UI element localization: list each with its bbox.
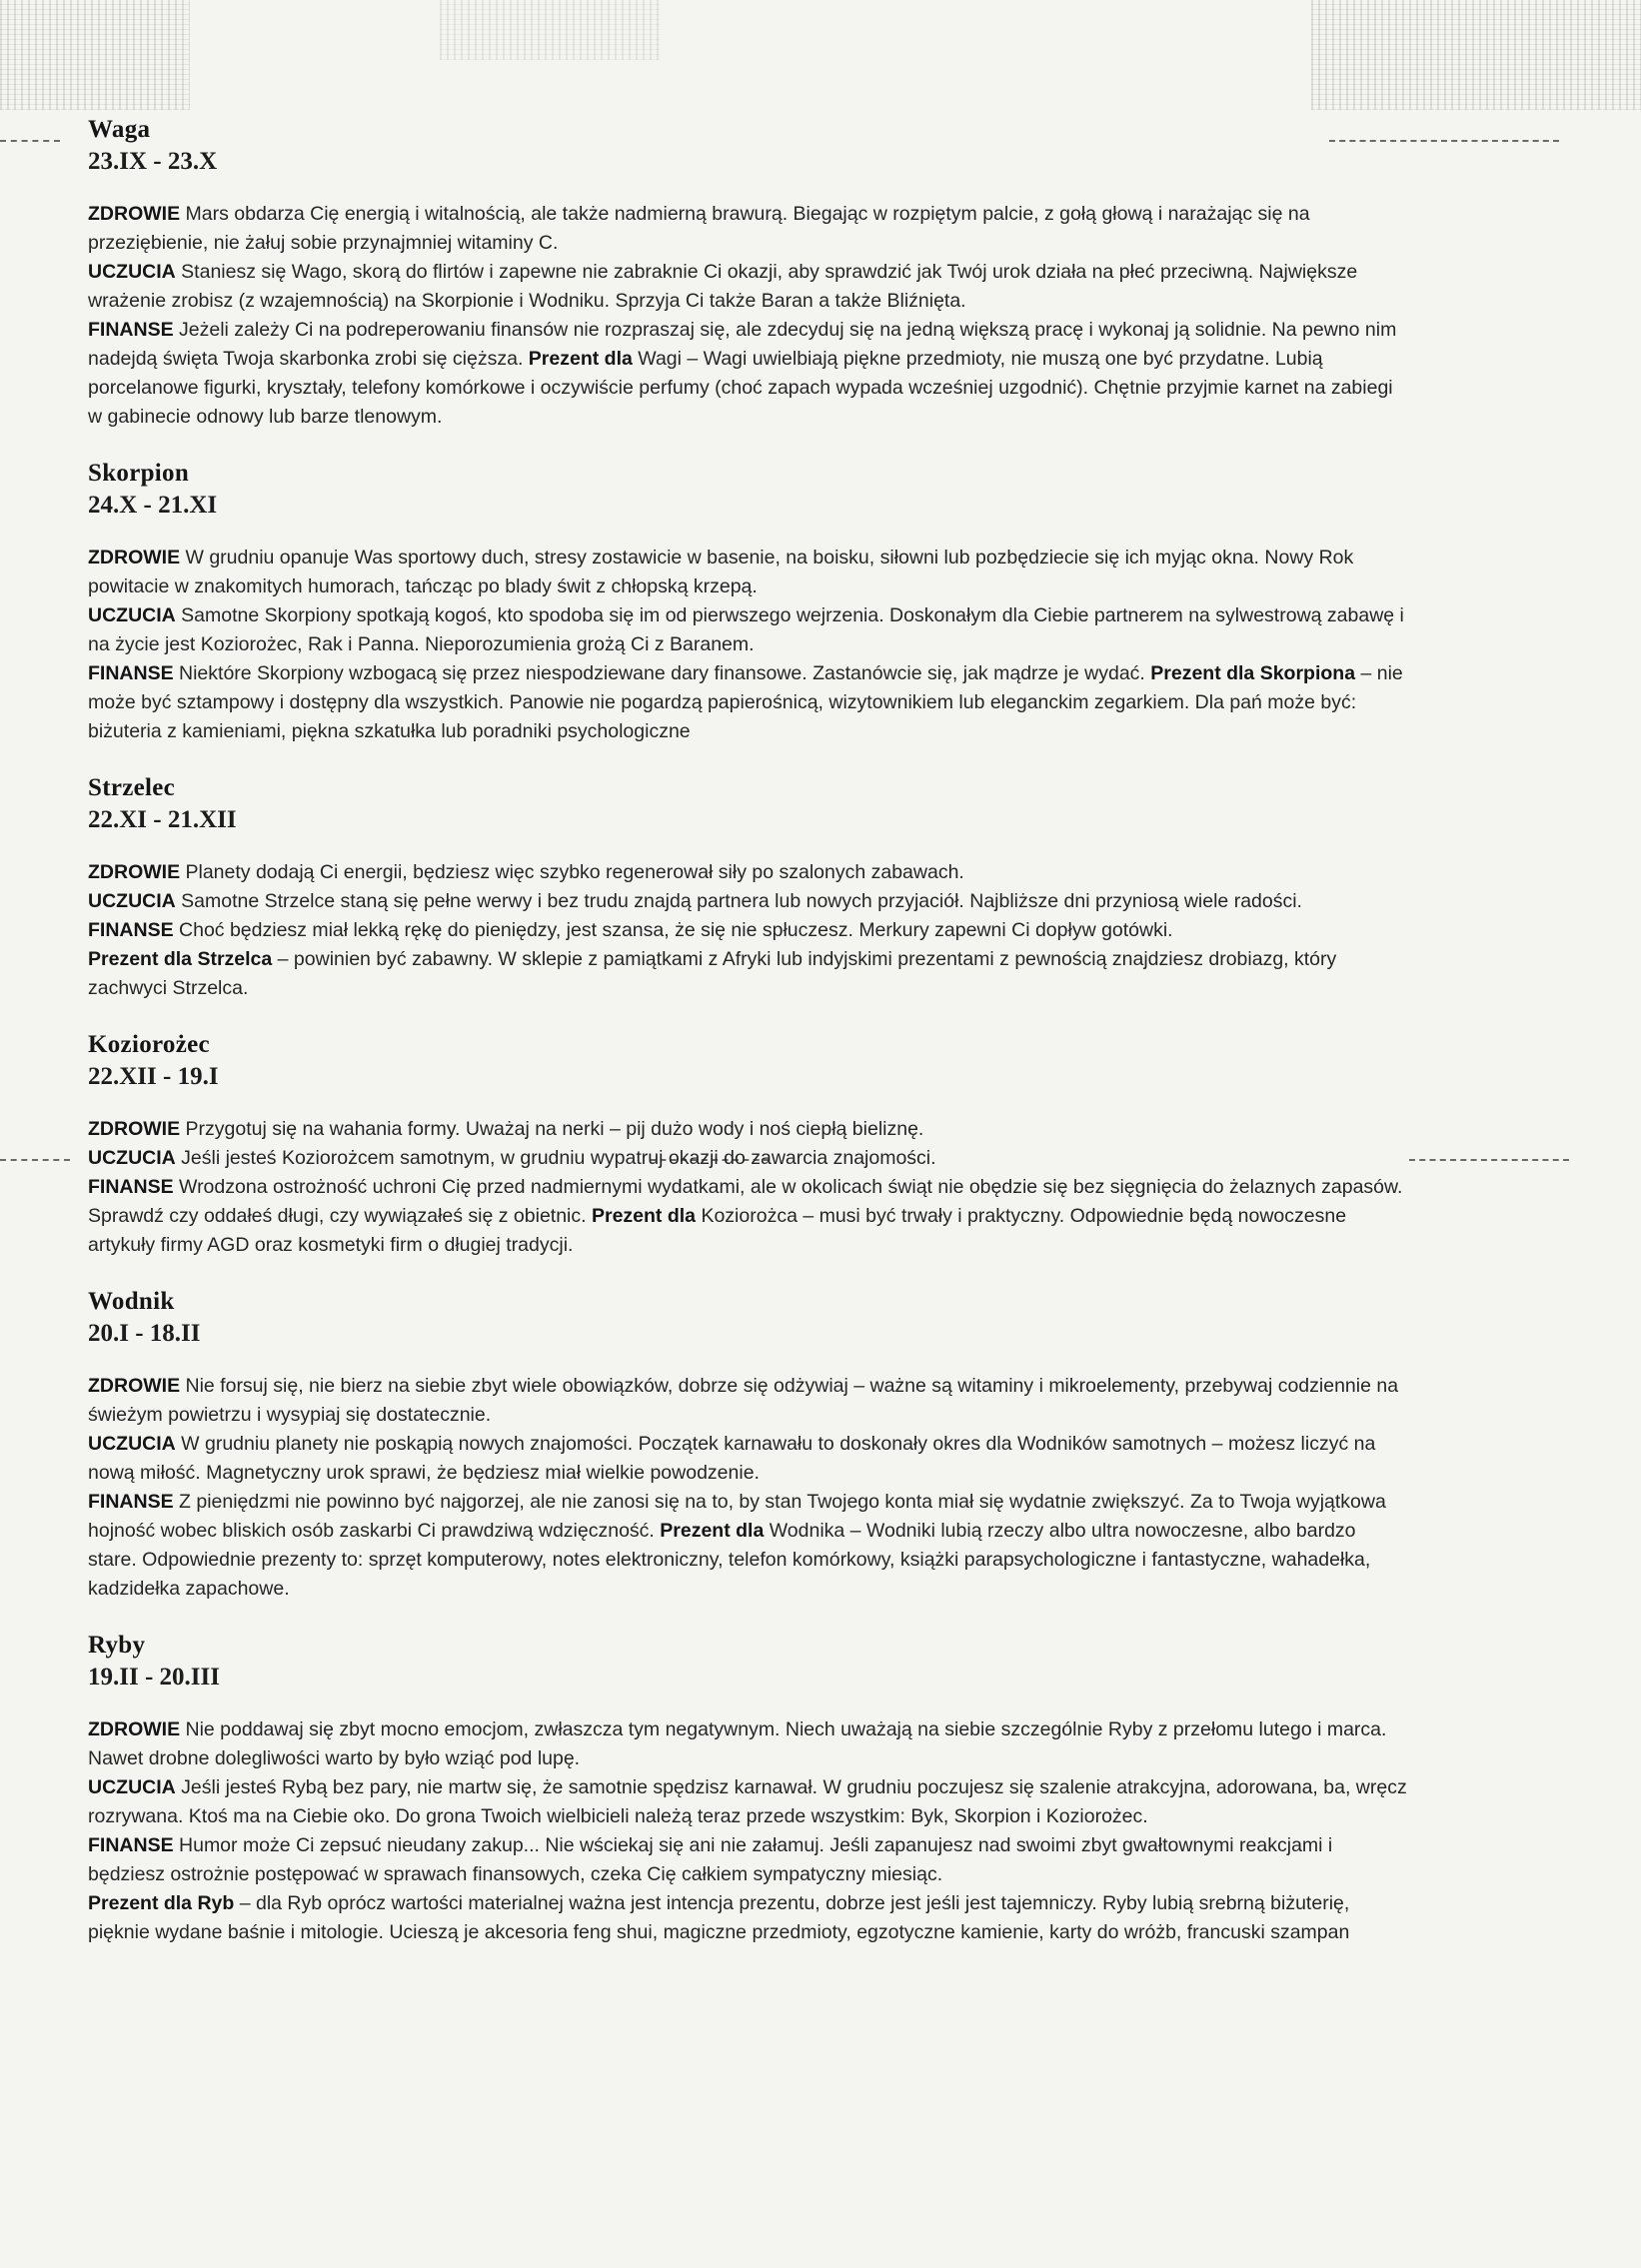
- sign-name: Waga: [88, 116, 151, 143]
- zodiac-section: [88, 1286, 1407, 1604]
- horoscope-paragraph: [88, 1115, 1407, 1144]
- scan-line-top-left: [0, 140, 60, 142]
- horoscope-paragraph: [88, 858, 1407, 887]
- gift-text: Wagi – Wagi uwielbiają piękne przedmioty, nie muszą one być przydatne. Lubią porcelanowe figurki, kryształy, telefony komórkowe i oczywiście perfumy (choć zapach wypada wcześniej uzgodnić). Chętnie przyjmie karnet na zabiegi w gabinecie odnowy lub barze tlenowym.: [88, 348, 1393, 428]
- paragraph-text: Humor może Ci zepsuć nieudany zakup... Nie wściekaj się ani nie załamuj. Jeśli zapanujesz nad swoimi zbyt gwałtownymi reakcjami i będziesz ostrożnie postępować w sprawach finansowych, czeka Cię całkiem sympatyczny miesiąc.: [88, 1834, 1333, 1885]
- horoscope-paragraph: [88, 601, 1407, 659]
- sign-name: Ryby: [88, 1632, 146, 1659]
- horoscope-document: [88, 114, 1407, 1973]
- horoscope-paragraph: [88, 1173, 1407, 1260]
- scan-noise-right: [1311, 0, 1641, 110]
- zodiac-section: [88, 1630, 1407, 1947]
- paragraph-label: UCZUCIA: [88, 1776, 176, 1798]
- horoscope-paragraph: [88, 659, 1407, 746]
- horoscope-paragraph: [88, 258, 1407, 316]
- horoscope-paragraph: [88, 200, 1407, 258]
- gift-text: Koziorożca – musi być trwały i praktyczny. Odpowiednie będą nowoczesne artykuły firmy AGD oraz kosmetyki firm o długiej tradycji.: [88, 1205, 1347, 1256]
- paragraph-label: Prezent dla Strzelca: [88, 948, 273, 970]
- paragraph-text: Planety dodają Ci energii, będziesz więc szybko regenerował siły po szalonych zabawach.: [185, 861, 964, 883]
- horoscope-paragraph: [88, 887, 1407, 916]
- paragraph-text: Niektóre Skorpiony wzbogacą się przez niespodziewane dary finansowe. Zastanówcie się, jak mądrze je wydać.: [179, 662, 1145, 684]
- scan-noise-left: [0, 0, 190, 110]
- paragraph-label: FINANSE: [88, 1176, 174, 1198]
- paragraph-label: ZDROWIE: [88, 203, 181, 225]
- paragraph-text: Jeśli jesteś Rybą bez pary, nie martw się, że samotnie spędzisz karnawał. W grudniu poczujesz się szalenie atrakcyjna, adorowana, ba, wręcz rozrywana. Ktoś ma na Ciebie oko. Do grona Twoich wielbicieli należą teraz przede wszystkim: Byk, Skorpion i Koziorożec.: [88, 1776, 1407, 1827]
- paragraph-text: Nie forsuj się, nie bierz na siebie zbyt wiele obowiązków, dobrze się odżywiaj – ważne są witaminy i mikroelementy, przebywaj codziennie na świeżym powietrzu i wysypiaj się dostatecznie.: [88, 1375, 1399, 1426]
- sign-name: Wodnik: [88, 1288, 175, 1315]
- paragraph-label: ZDROWIE: [88, 1718, 181, 1740]
- horoscope-paragraph: [88, 1889, 1407, 1947]
- paragraph-text: Samotne Skorpiony spotkają kogoś, kto spodoba się im od pierwszego wejrzenia. Doskonałym dla Ciebie partnerem na sylwestrową zabawę i na życie jest Koziorożec, Rak i Panna. Nieporozumienia grożą Ci z Baranem.: [88, 604, 1404, 655]
- sign-dates: 24.X - 21.XI: [88, 492, 218, 519]
- scan-line-mid-left: [0, 1159, 70, 1161]
- paragraph-text: Jeśli jesteś Koziorożcem samotnym, w grudniu wypatruj okazji do zawarcia znajomości.: [181, 1147, 936, 1169]
- paragraph-label: ZDROWIE: [88, 861, 181, 883]
- scan-line-mid-right: [1409, 1159, 1569, 1161]
- horoscope-paragraph: [88, 945, 1407, 1003]
- horoscope-paragraph: [88, 544, 1407, 601]
- paragraph-text: – powinien być zabawny. W sklepie z pamiątkami z Afryki lub indyjskimi prezentami z pewnością znajdziesz drobiazg, który zachwyci Strzelca.: [88, 948, 1337, 999]
- sign-dates: 23.IX - 23.X: [88, 148, 218, 175]
- paragraph-label: FINANSE: [88, 662, 174, 684]
- gift-label: Prezent dla Skorpiona: [1150, 662, 1356, 684]
- paragraph-text: Choć będziesz miał lekką rękę do pieniędzy, jest szansa, że się nie spłuczesz. Merkury zapewni Ci dopływ gotówki.: [179, 919, 1173, 941]
- paragraph-text: W grudniu opanuje Was sportowy duch, stresy zostawicie w basenie, na boisku, siłowni lub pozbędziecie się ich myjąc okna. Nowy Rok powitacie w znakomitych humorach, tańcząc po blady świt z chłopską krzepą.: [88, 547, 1354, 597]
- paragraph-label: UCZUCIA: [88, 1147, 176, 1169]
- horoscope-paragraph: [88, 1144, 1407, 1173]
- paragraph-label: FINANSE: [88, 1834, 174, 1856]
- zodiac-section: [88, 772, 1407, 1003]
- horoscope-paragraph: [88, 916, 1407, 945]
- sign-dates: 22.XII - 19.I: [88, 1063, 219, 1090]
- zodiac-section: [88, 114, 1407, 432]
- paragraph-label: FINANSE: [88, 1491, 174, 1513]
- scan-noise-middle: [440, 0, 660, 60]
- horoscope-paragraph: [88, 1831, 1407, 1889]
- paragraph-text: Mars obdarza Cię energią i witalnością, ale także nadmierną brawurą. Biegając w rozpiętym palcie, z gołą głową i narażając się na przeziębienie, nie żałuj sobie przynajmniej witaminy C.: [88, 203, 1310, 254]
- zodiac-section: [88, 458, 1407, 746]
- gift-label: Prezent dla: [528, 348, 633, 370]
- paragraph-label: ZDROWIE: [88, 1118, 181, 1140]
- gift-text: – nie może być sztampowy i dostępny dla wszystkich. Panowie nie pogardzą papierośnicą, wizytownikiem lub eleganckim zegarkiem. Dla pań może być: biżuteria z kamieniami, piękna szkatułka lub poradniki psychologiczne: [88, 662, 1403, 742]
- gift-label: Prezent dla: [591, 1205, 697, 1227]
- sign-dates: 19.II - 20.III: [88, 1664, 220, 1691]
- paragraph-text: Z pieniędzmi nie powinno być najgorzej, ale nie zanosi się na to, by stan Twojego konta miał się wydatnie zwiększyć. Za to Twoja wyjątkowa hojność wobec bliskich osób zaskarbi Ci prawdziwą wdzięczność.: [88, 1491, 1386, 1542]
- gift-text: Wodnika – Wodniki lubią rzeczy albo ultra nowoczesne, albo bardzo stare. Odpowiednie prezenty to: sprzęt komputerowy, notes elektroniczny, telefon komórkowy, książki parapsychologiczne i fantastyczne, wahadełka, kadzidełka zapachowe.: [88, 1520, 1371, 1600]
- zodiac-section: [88, 1029, 1407, 1260]
- paragraph-label: UCZUCIA: [88, 1433, 176, 1455]
- paragraph-text: – dla Ryb oprócz wartości materialnej ważna jest intencja prezentu, dobrze jest jeśli jest tajemniczy. Ryby lubią srebrną biżuterię, pięknie wydane baśnie i mitologie. Ucieszą je akcesoria feng shui, magiczne przedmioty, egzotyczne kamienie, karty do wróżb, francuski szampan: [88, 1892, 1350, 1943]
- horoscope-paragraph: [88, 1372, 1407, 1430]
- sign-name: Koziorożec: [88, 1031, 210, 1058]
- paragraph-label: UCZUCIA: [88, 261, 176, 283]
- sign-name: Skorpion: [88, 460, 190, 487]
- paragraph-label: FINANSE: [88, 319, 174, 341]
- gift-label: Prezent dla: [660, 1520, 765, 1542]
- paragraph-text: Staniesz się Wago, skorą do flirtów i zapewne nie zabraknie Ci okazji, aby sprawdzić jak Twój urok działa na płeć przeciwną. Największe wrażenie zrobisz (z wzajemnością) na Skorpionie i Wodniku. Sprzyja Ci także Baran a także Bliźnięta.: [88, 261, 1358, 312]
- paragraph-label: ZDROWIE: [88, 547, 181, 568]
- horoscope-paragraph: [88, 1488, 1407, 1604]
- paragraph-label: UCZUCIA: [88, 890, 176, 912]
- horoscope-paragraph: [88, 1715, 1407, 1773]
- sign-dates: 22.XI - 21.XII: [88, 806, 237, 833]
- paragraph-text: Jeżeli zależy Ci na podreperowaniu finansów nie rozpraszaj się, ale zdecyduj się na jedną większą pracę i wykonaj ją solidnie. Na pewno nim nadejdą święta Twoja skarbonka zrobi się cięższa.: [88, 319, 1397, 370]
- paragraph-text: W grudniu planety nie poskąpią nowych znajomości. Początek karnawału to doskonały okres dla Wodników samotnych – możesz liczyć na nową miłość. Magnetyczny urok sprawi, że będziesz miał wielkie powodzenie.: [88, 1433, 1376, 1484]
- paragraph-text: Przygotuj się na wahania formy. Uważaj na nerki – pij dużo wody i noś ciepłą bieliznę.: [185, 1118, 924, 1140]
- paragraph-text: Wrodzona ostrożność uchroni Cię przed nadmiernymi wydatkami, ale w okolicach świąt nie obędzie się bez sięgnięcia do żelaznych zapasów. Sprawdź czy oddałeś długi, czy wywiązałeś się z obietnic.: [88, 1176, 1403, 1227]
- horoscope-paragraph: [88, 1430, 1407, 1488]
- paragraph-text: Samotne Strzelce staną się pełne werwy i bez trudu znajdą partnera lub nowych przyjaciół. Najbliższe dni przyniosą wiele radości.: [181, 890, 1302, 912]
- horoscope-paragraph: [88, 1773, 1407, 1831]
- horoscope-paragraph: [88, 316, 1407, 432]
- paragraph-label: Prezent dla Ryb: [88, 1892, 235, 1914]
- sign-dates: 20.I - 18.II: [88, 1320, 201, 1347]
- paragraph-label: FINANSE: [88, 919, 174, 941]
- paragraph-label: ZDROWIE: [88, 1375, 181, 1397]
- paragraph-text: Nie poddawaj się zbyt mocno emocjom, zwłaszcza tym negatywnym. Niech uważają na siebie szczególnie Ryby z przełomu lutego i marca. Nawet drobne dolegliwości warto by było wziąć pod lupę.: [88, 1718, 1387, 1769]
- sign-name: Strzelec: [88, 774, 176, 801]
- paragraph-label: UCZUCIA: [88, 604, 176, 626]
